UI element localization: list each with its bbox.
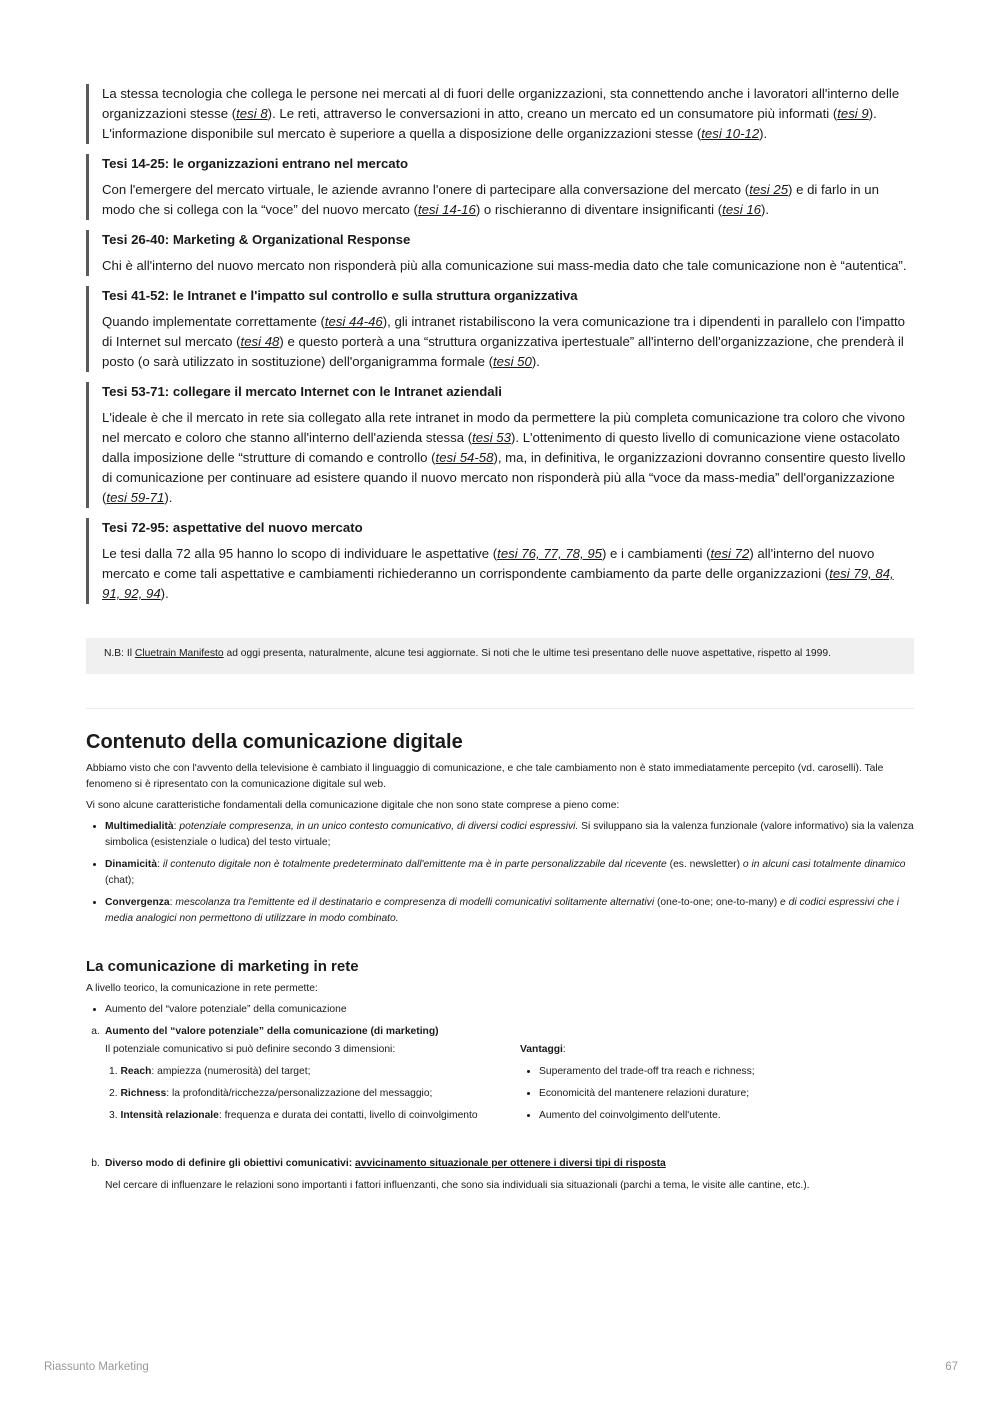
- thesis-link[interactable]: tesi 48: [240, 334, 280, 349]
- vantaggi-column: [520, 1042, 900, 1130]
- quote-intro: [86, 84, 914, 144]
- definition: potenziale compresenza, in un unico contesto comunicativo, di diversi codici espressivi.: [179, 821, 579, 832]
- quote-title: Tesi 72-95: aspettative del nuovo mercato: [102, 520, 363, 535]
- quote-thesis-14-25: [86, 154, 914, 220]
- definition: e di codici espressivi che i media analogici non permettono di utilizzare in modo combinato.: [105, 897, 900, 924]
- definition: mescolanza tra l'emittente ed il destinatario e compresenza di modelli comunicativi solitamente alternativi: [175, 897, 655, 908]
- quote-text: [102, 312, 914, 372]
- text: :: [173, 821, 180, 832]
- list-marker: b.: [91, 1158, 100, 1169]
- text: ).: [761, 202, 770, 217]
- thesis-link[interactable]: tesi 25: [749, 182, 789, 197]
- dimension-reach: [109, 1064, 520, 1080]
- quote-title: Tesi 14-25: le organizzazioni entrano nel mercato: [102, 156, 409, 171]
- text: :: [169, 897, 176, 908]
- cluetrain-manifesto-link[interactable]: Cluetrain Manifesto: [134, 648, 224, 659]
- vantaggi-heading: [520, 1042, 900, 1058]
- quote-text: [102, 544, 914, 604]
- item-b: [86, 1156, 914, 1172]
- text: (chat);: [105, 875, 135, 886]
- text: ), gli intranet ristabiliscono la vera comunicazione tra i dipendenti in parallelo con l'impatto di Internet sul mercato (: [102, 314, 905, 349]
- list-item: • Aumento del coinvolgimento dell'utente.: [539, 1108, 900, 1124]
- list-item-multimedialita: [105, 819, 914, 851]
- thesis-link[interactable]: tesi 8: [236, 106, 268, 121]
- text: (es. newsletter): [666, 859, 743, 870]
- thesis-link[interactable]: tesi 59-71: [106, 490, 165, 505]
- term: Reach: [120, 1066, 152, 1077]
- text: Con l'emergere del mercato virtuale, le aziende avranno l'onere di partecipare alla conversazione del mercato (: [102, 182, 750, 197]
- dimension-intensita: [109, 1108, 520, 1124]
- dimension-richness: [109, 1086, 520, 1102]
- quote-intro-text: [102, 84, 914, 144]
- list-item: • Aumento del “valore potenziale” della comunicazione: [105, 1002, 914, 1018]
- subsection-title: La comunicazione di marketing in rete: [86, 958, 359, 975]
- term: Dinamicità: [105, 859, 158, 870]
- quote-text: [102, 180, 914, 220]
- bullet-list: [86, 1002, 914, 1018]
- footer-title: Riassunto Marketing: [44, 1361, 149, 1373]
- paragraph: Vi sono alcune caratteristiche fondamentali della comunicazione digitale che non sono state comprese a pieno come:: [86, 800, 620, 811]
- page-content: [86, 84, 914, 1194]
- thesis-link[interactable]: tesi 79, 84, 91, 92, 94: [102, 566, 894, 601]
- term: Intensità relazionale: [120, 1110, 219, 1121]
- quote-title: Tesi 53-71: collegare il mercato Internet con le Intranet aziendali: [102, 384, 502, 399]
- quote-thesis-72-95: [86, 518, 914, 604]
- vantaggi-list: [520, 1064, 900, 1124]
- item-b-text: Nel cercare di influenzare le relazioni sono importanti i fattori influenzanti, che sono sia individuali sia situazionali (parchi a tema, le visite alle cantine, etc.).: [105, 1180, 810, 1191]
- item-b-link[interactable]: avvicinamento situazionale per ottenere i diversi tipi di risposta: [355, 1158, 666, 1169]
- list-number: 3.: [109, 1110, 118, 1121]
- note-suffix: ad oggi presenta, naturalmente, alcune tesi aggiornate. Si noti che le ultime tesi presentano delle nuove aspettative, rispetto al 1999.: [223, 648, 831, 659]
- vantaggi-label: Vantaggi: [520, 1044, 563, 1055]
- list-item: • Superamento del trade-off tra reach e richness;: [539, 1064, 900, 1080]
- quote-thesis-26-40: [86, 230, 914, 276]
- dimensions-intro: Il potenziale comunicativo si può definire secondo 3 dimensioni:: [105, 1044, 396, 1055]
- dimensions-columns: [86, 1042, 914, 1130]
- thesis-link[interactable]: tesi 76, 77, 78, 95: [497, 546, 602, 561]
- text: :: [157, 859, 163, 870]
- text: :: [562, 1044, 566, 1055]
- text: ).: [160, 586, 169, 601]
- note-prefix: N.B: Il: [104, 648, 135, 659]
- item-b-title: Diverso modo di definire gli obiettivi comunicativi:: [105, 1158, 356, 1169]
- characteristics-list: [86, 819, 914, 927]
- quote-title: Tesi 41-52: le Intranet e l'impatto sul controllo e sulla struttura organizzativa: [102, 288, 578, 303]
- definition: il contenuto digitale non è totalmente predeterminato dall'emittente ma è in parte personalizzabile dal ricevente: [162, 859, 667, 870]
- section-title: Contenuto della comunicazione digitale: [86, 731, 463, 753]
- quote-thesis-41-52: [86, 286, 914, 372]
- text: ), ma, in definitiva, le organizzazioni dovranno consentire questo livello di comunicazione per continuare ad esistere quando il nuovo mercato non risponderà più alla “voce da mass-media” dell'organizzazione (: [102, 450, 906, 505]
- dimensions-column: [105, 1042, 520, 1130]
- text: : ampiezza (numerosità) del target;: [151, 1066, 311, 1077]
- list-item: • Economicità del mantenere relazioni durature;: [539, 1086, 900, 1102]
- quote-thesis-53-71: [86, 382, 914, 508]
- text: ) e i cambiamenti (: [602, 546, 711, 561]
- list-item-dinamicita: [105, 857, 914, 889]
- text: La stessa tecnologia che collega le persone nei mercati al di fuori delle organizzazioni, sta connettendo anche i lavoratori all'interno delle organizzazioni stesse (: [102, 86, 900, 121]
- text: : la profondità/ricchezza/personalizzazione del messaggio;: [166, 1088, 433, 1099]
- text: ). L'ottenimento di questo livello di comunicazione viene ostacolato dalla imposizione delle “strutture di comando e controllo (: [102, 430, 900, 465]
- text: ).: [759, 126, 768, 141]
- list-marker: a.: [91, 1026, 100, 1037]
- text: ).: [164, 490, 173, 505]
- definition: o in alcuni casi totalmente dinamico: [742, 859, 906, 870]
- text: ) e questo porterà a una “struttura organizzativa ipertestuale” all'interno dell'organizzazione, che prenderà il posto (o sarà utilizzato in sostituzione) dell'organigramma formale (: [102, 334, 904, 369]
- thesis-link[interactable]: tesi 53: [472, 430, 511, 445]
- thesis-link[interactable]: tesi 14-16: [417, 202, 476, 217]
- thesis-link[interactable]: tesi 16: [722, 202, 762, 217]
- thesis-link[interactable]: tesi 44-46: [324, 314, 383, 329]
- list-item-convergenza: [105, 895, 914, 927]
- text: ) o rischieranno di diventare insignificanti (: [475, 202, 723, 217]
- text: ). Le reti, attraverso le conversazioni in atto, creano un mercato ed un consumatore più informati (: [267, 106, 838, 121]
- text: Le tesi dalla 72 alla 95 hanno lo scopo di individuare le aspettative (: [102, 546, 498, 561]
- paragraph: Abbiamo visto che con l'avvento della televisione è cambiato il linguaggio di comunicazione, e che tale cambiamento non è stato immediatamente percepito (vd. caroselli). Tale fenomeno si è ripresentato con la comunicazione digitale sul web.: [86, 763, 884, 790]
- text: : frequenza e durata dei contatti, livello di coinvolgimento: [218, 1110, 478, 1121]
- item-a-title: Aumento del “valore potenziale” della comunicazione (di marketing): [105, 1026, 439, 1037]
- thesis-link[interactable]: tesi 50: [493, 354, 532, 369]
- thesis-link[interactable]: tesi 9: [837, 106, 869, 121]
- dimensions-list: [105, 1064, 520, 1124]
- paragraph: A livello teorico, la comunicazione in rete permette:: [86, 983, 318, 994]
- text: ) e di farlo in un modo che si collega con la “voce” del nuovo mercato (: [102, 182, 879, 217]
- term: Richness: [120, 1088, 167, 1099]
- term: Multimedialità: [105, 821, 174, 832]
- text: Si sviluppano sia la valenza funzionale (valore informativo) sia la valenza simbolica (esistenziale o ludica) del testo virtuale;: [105, 821, 914, 848]
- text: ). L'informazione disponibile sul mercato è superiore a quella a disposizione delle organizzazioni stesse (: [102, 106, 877, 141]
- text: ).: [531, 354, 540, 369]
- thesis-link[interactable]: tesi 10-12: [701, 126, 760, 141]
- term: Convergenza: [105, 897, 170, 908]
- text: L'ideale è che il mercato in rete sia collegato alla rete intranet in modo da permettere la più completa comunicazione tra coloro che vivono nel mercato e coloro che stanno all'interno dell'azienda stessa (: [102, 410, 906, 445]
- list-number: 2.: [109, 1088, 118, 1099]
- list-number: 1.: [109, 1066, 118, 1077]
- text: (one-to-one; one-to-many): [654, 897, 781, 908]
- quote-title: Tesi 26-40: Marketing & Organizational Response: [102, 232, 411, 247]
- text: ) all'interno del nuovo mercato e come tali aspettative e cambiamenti richiederanno un corrispondente cambiamento da parte delle organizzazioni (: [102, 546, 875, 581]
- thesis-link[interactable]: tesi 54-58: [435, 450, 494, 465]
- text: Quando implementate correttamente (: [102, 314, 325, 329]
- note-box: [86, 638, 914, 674]
- item-a: [86, 1024, 914, 1040]
- page-number: 67: [945, 1361, 958, 1373]
- quote-text: Chi è all'interno del nuovo mercato non risponderà più alla comunicazione sui mass-media dato che tale comunicazione non è “autentica”.: [102, 258, 907, 273]
- section-divider: [86, 708, 914, 709]
- quote-text: [102, 408, 914, 508]
- thesis-link[interactable]: tesi 72: [710, 546, 750, 561]
